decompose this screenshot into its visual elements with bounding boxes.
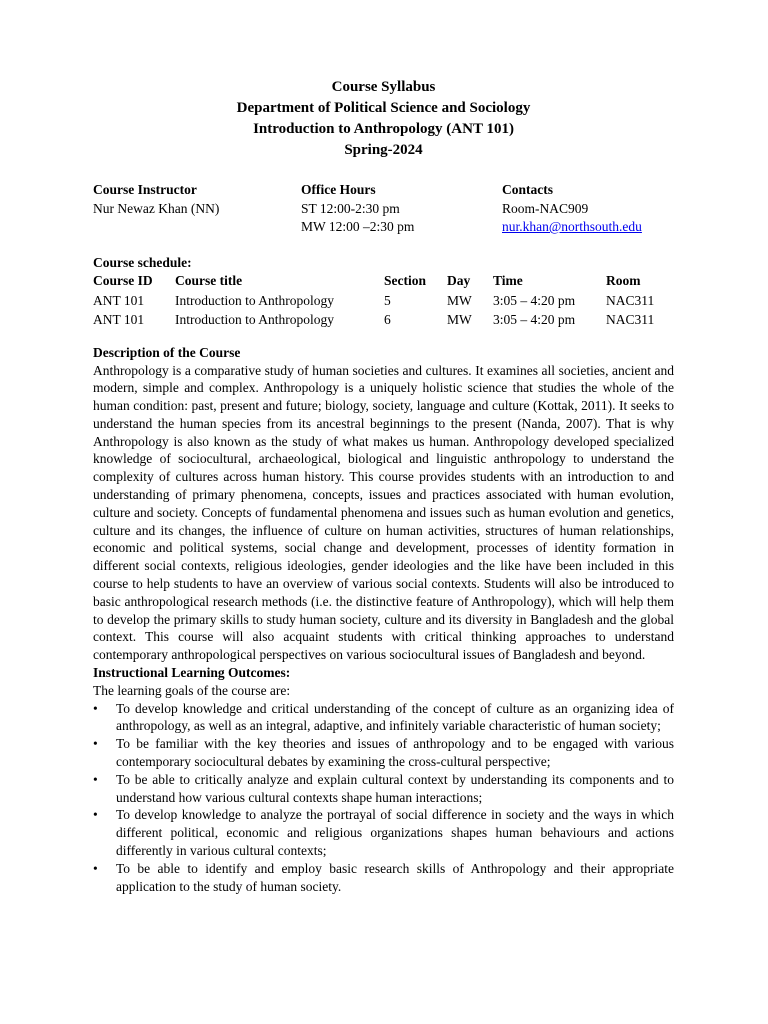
office-hours-label: Office Hours [301,182,376,197]
cell-room: NAC311 [606,292,655,308]
instructor-label: Course Instructor [93,182,197,197]
document-header [93,77,674,161]
outcomes-title: Instructional Learning Outcomes: [93,665,291,681]
cell-course-id: ANT 101 [93,312,145,327]
bullet-icon: • [93,807,98,823]
instructor-name: Nur Newaz Khan (NN) [93,200,220,216]
header-department: Department of Political Science and Sociology [236,100,531,116]
col-header-room: Room [606,273,641,288]
list-item [93,735,674,771]
list-item [93,860,674,896]
office-hours-column [301,181,414,237]
description-title: Description of the Course [93,344,241,360]
syllabus-page [93,77,674,895]
instructor-column [93,181,219,218]
description-text: Anthropology is a comparative study of human societies and cultures. It examines all societies, ancient and modern, simple and complex. Anthropology is a uniquely holistic science that studies the whole of the human condition: past, present and future; biology, society, language and culture (Kottak, 2011). It seeks to understand the human species from its ancestral beginnings to the present (Nanda, 2007). That is why Anthropology is also known as the study of what makes us human. Anthropology developed specialized knowledge of sociocultural, archaeological, biological and linguistic anthropology to understand the complexity of cultures across human history. This course provides students with an introduction to and understanding of primary phenomena, concepts, issues and practices associated with human evolution, culture and society. Concepts of fundamental phenomena and issues such as human evolution and genetics, culture and its changes, the influence of culture on human activities, structures of human relationships, economic and political systems, social change and development, processes of identity formation in different social contexts, religious ideologies, gender ideologies and the like have been included in this course to help students to have an overview of various social contexts. Students will also be introduced to basic anthropological research methods (i.e. the distinctive feature of Anthropology), which will help them to develop the primary skills to study human society, culture and its diversity in Bangladesh and the global context. This course will also acquaint students with critical thinking approaches to understand contemporary anthropological perspectives on various sociocultural issues of Bangladesh and beyond. [93,362,674,663]
cell-course-title: Introduction to Anthropology [175,292,334,308]
col-header-course-id: Course ID [93,273,153,288]
office-room: Room-NAC909 [502,200,589,216]
outcome-text: To develop knowledge and critical understanding of the concept of culture as an organizing idea of anthropology, as well as an integral, adaptive, and infinitely variable characteristic of human society; [116,700,674,734]
col-header-day: Day [447,273,471,288]
outcomes-intro: The learning goals of the course are: [93,682,291,698]
col-header-section: Section [384,273,426,288]
table-row [93,291,674,311]
cell-room: NAC311 [606,312,655,327]
schedule-label: Course schedule: [93,255,192,270]
list-item [93,700,674,736]
bullet-icon: • [93,700,98,716]
col-header-course-title: Course title [175,273,243,288]
instructor-info [93,181,674,233]
col-header-time: Time [493,273,523,288]
office-hours-2: MW 12:00 –2:30 pm [301,219,415,234]
bullet-icon: • [93,736,98,752]
cell-course-id: ANT 101 [93,292,145,308]
header-title: Course Syllabus [331,79,436,95]
outcome-text: To be able to critically analyze and explain cultural context by understanding its components and to understand how various cultural contexts shape human interactions; [116,771,674,805]
outcome-text: To be familiar with the key theories and issues of anthropology and to be engaged with various contemporary sociocultural debates by examining the cross-cultural perspective; [116,736,674,770]
bullet-icon: • [93,860,98,876]
schedule-table [93,272,674,330]
office-hours-1: ST 12:00-2:30 pm [301,200,400,216]
list-item [93,771,674,807]
cell-day: MW [447,292,472,308]
cell-day: MW [447,312,472,327]
header-course: Introduction to Anthropology (ANT 101) [253,121,514,137]
cell-course-title: Introduction to Anthropology [175,312,334,327]
outcome-text: To develop knowledge to analyze the portrayal of social difference in society and the ways in which different political, economic and religious organizations shapes human behaviours and actions differently in various cultural contexts; [116,807,674,859]
schedule-header-row [93,272,674,291]
contacts-column [502,181,642,237]
cell-section: 5 [384,292,391,308]
outcome-text: To be able to identify and employ basic research skills of Anthropology and their appropriate application to the study of human society. [116,860,674,894]
header-term: Spring-2024 [344,142,423,158]
outcomes-list [93,700,674,896]
cell-time: 3:05 – 4:20 pm [493,292,576,308]
bullet-icon: • [93,771,98,787]
table-row [93,310,674,330]
email-link[interactable]: nur.khan@northsouth.edu [502,219,642,234]
cell-section: 6 [384,312,391,327]
cell-time: 3:05 – 4:20 pm [493,312,576,327]
list-item [93,806,674,859]
contacts-label: Contacts [502,182,553,197]
